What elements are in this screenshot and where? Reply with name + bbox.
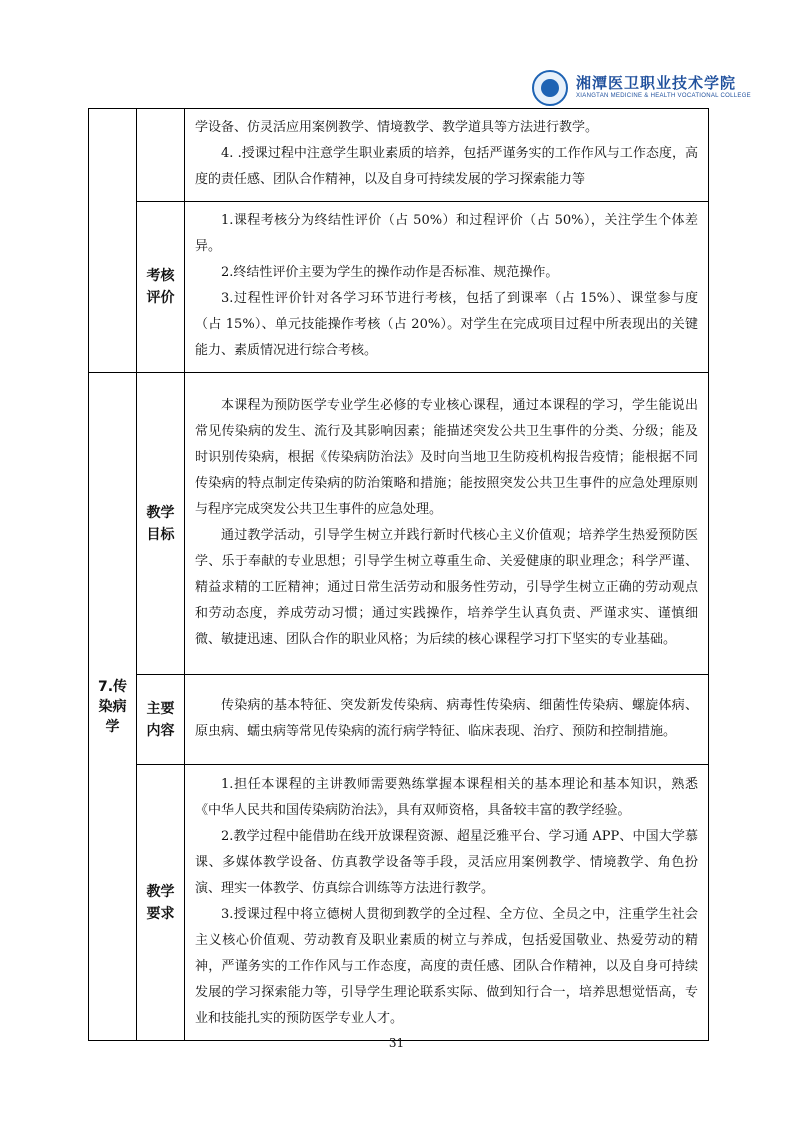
row-label-content xyxy=(137,675,185,765)
course-name: 7.传染病学 xyxy=(97,678,128,735)
label-text: 考核 评价 xyxy=(146,268,175,306)
row-label-assessment xyxy=(137,202,185,373)
previous-label-cell xyxy=(137,109,185,202)
label-text: 教学 要求 xyxy=(146,883,175,922)
paragraph: 4. .授课过程中注意学生职业素质的培养，包括严谨务实的工作作风与工作态度，高度的责任感、团队合作精神，以及自身可持续发展的学习探索能力等 xyxy=(195,146,698,187)
goals-cell xyxy=(185,373,709,675)
course-name-cell xyxy=(89,373,137,1041)
table-row xyxy=(89,675,709,765)
requirements-cell xyxy=(185,765,709,1041)
paragraph: 2.终结性评价主要为学生的操作动作是否标准、规范操作。 xyxy=(221,265,559,280)
paragraph: 3.授课过程中将立德树人贯彻到教学的全过程、全方位、全员之中，注重学生社会主义核心价值观、劳动教育及职业素质的树立与养成，包括爱国敬业、热爱劳动的精神，严谨务实的工作作风与工作态度，高度的责任感、团队合作精神，以及自身可持续发展的学习探索能力等，引导学生理论联系实际、做到知行合一，培养思想觉悟高，专业和技能扎实的预防医学专业人才。 xyxy=(195,906,698,1026)
logo-english-name: XIANGTAN MEDICINE & HEALTH VOCATIONAL COLLEGE xyxy=(576,93,751,99)
content-cell xyxy=(185,675,709,765)
paragraph: 传染病的基本特征、突发新发传染病、病毒性传染病、细菌性传染病、螺旋体病、原虫病、蠕虫病等常见传染病的流行病学特征、临床表现、治疗、预防和控制措施。 xyxy=(195,697,698,739)
previous-course-cell xyxy=(89,109,137,373)
assessment-cell xyxy=(185,202,709,373)
paragraph: 2.教学过程中能借助在线开放课程资源、超星泛雅平台、学习通 APP、中国大学慕课、多媒体教学设备、仿真教学设备等手段，灵活应用案例教学、情境教学、角色扮演、理实一体教学、仿真综合训练等方法进行教学。 xyxy=(195,828,698,896)
paragraph: 1.课程考核分为终结性评价（占 50%）和过程评价（占 50%），关注学生个体差异。 xyxy=(195,213,698,254)
paragraph: 3.过程性评价针对各学习环节进行考核，包括了到课率（占 15%）、课堂参与度（占 15%）、单元技能操作考核（占 20%）。对学生在完成项目过程中所表现出的关键能力、素质情况进行综合考核。 xyxy=(195,291,698,358)
page-number: 31 xyxy=(388,1036,405,1050)
course-table xyxy=(88,108,709,1041)
logo-chinese-name: 湘潭医卫职业技术学院 xyxy=(576,74,737,92)
label-text: 教学 目标 xyxy=(146,504,175,543)
paragraph: 本课程为预防医学专业学生必修的专业核心课程，通过本课程的学习，学生能说出常见传染病的发生、流行及其影响因素；能描述突发公共卫生事件的分类、分级；能及时识别传染病，根据《传染病防治法》及时向当地卫生防疫机构报告疫情；能根据不同传染病的特点制定传染病的防治策略和措施；能按照突发公共卫生事件的应急处理原则与程序完成突发公共卫生事件的应急处理。 xyxy=(195,397,698,517)
row-label-requirements xyxy=(137,765,185,1041)
table-row xyxy=(89,109,709,202)
table-row xyxy=(89,202,709,373)
teaching-continued-cell xyxy=(185,109,709,202)
paragraph: 1.担任本课程的主讲教师需要熟练掌握本课程相关的基本理论和基本知识，熟悉《中华人民共和国传染病防治法》，具有双师资格，具备较丰富的教学经验。 xyxy=(195,776,698,818)
paragraph: 学设备、仿灵活应用案例教学、情境教学、教学道具等方法进行教学。 xyxy=(195,120,599,135)
paragraph: 通过教学活动，引导学生树立并践行新时代核心主义价值观；培养学生热爱预防医学、乐于奉献的专业思想；引导学生树立尊重生命、关爱健康的职业理念；科学严谨、精益求精的工匠精神；通过日常生活劳动和服务性劳动，引导学生树立正确的劳动观点和劳动态度，养成劳动习惯；通过实践操作，培养学生认真负责、严谨求实、谨慎细微、敏捷迅速、团队合作的职业风格；为后续的核心课程学习打下坚实的专业基础。 xyxy=(195,527,698,647)
table-row xyxy=(89,373,709,675)
row-label-goals xyxy=(137,373,185,675)
college-logo xyxy=(532,70,751,108)
table-row xyxy=(89,765,709,1041)
label-text: 主要 内容 xyxy=(146,700,175,739)
college-emblem-icon xyxy=(532,70,568,106)
